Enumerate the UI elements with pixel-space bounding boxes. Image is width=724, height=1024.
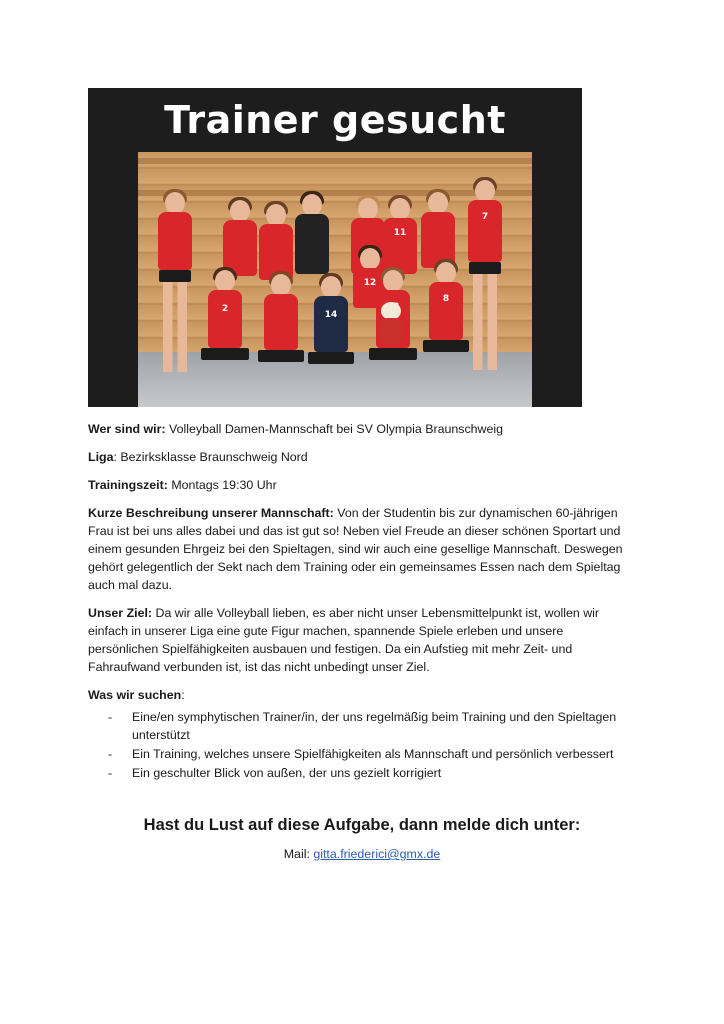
description-paragraph xyxy=(88,504,636,594)
description-text: Von der Studentin bis zur dynamischen 60-jährigen Frau ist bei uns alles dabei und das ist gut so! Neben viel Freude an dieser schönen Sportart und einem gesunden Ehrgeiz bei den Spieltagen, sind wir auch eine gesellige Mannschaft. Deswegen gehört gelegentlich der Sekt nach dem Training oder ein gemeinsames Essen nach dem Spieltag auch mal dazu. xyxy=(88,506,623,592)
mascot-plush xyxy=(376,302,406,346)
mail-label: Mail: xyxy=(283,847,314,861)
search-suffix: : xyxy=(181,688,185,702)
who-paragraph xyxy=(88,420,636,438)
cta-headline: Hast du Lust auf diese Aufgabe, dann melde dich unter: xyxy=(143,816,581,834)
banner xyxy=(88,88,582,407)
player: 14 xyxy=(306,276,356,396)
who-text: Volleyball Damen-Mannschaft bei SV Olympia Braunschweig xyxy=(165,422,504,436)
league-label: Liga xyxy=(88,450,114,464)
goal-paragraph xyxy=(88,604,636,676)
training-label: Trainingszeit: xyxy=(88,478,168,492)
league-paragraph xyxy=(88,448,636,466)
team-photo xyxy=(138,152,532,407)
player: 7 xyxy=(460,180,510,380)
mail-link[interactable]: gitta.friederici@gmx.de xyxy=(313,847,441,861)
search-label: Was wir suchen xyxy=(88,688,182,702)
list-item: - Ein Training, welches unsere Spielfähigkeiten als Mannschaft und persönlich verbessert xyxy=(88,745,636,763)
training-text: Montags 19:30 Uhr xyxy=(167,478,277,492)
mail-line xyxy=(88,847,636,861)
list-item: - Ein geschulter Blick von außen, der uns gezielt korrigiert xyxy=(88,764,636,782)
league-text: : Bezirksklasse Braunschweig Nord xyxy=(113,450,308,464)
description-label: Kurze Beschreibung unserer Mannschaft: xyxy=(88,506,334,520)
wall-stripe xyxy=(138,158,532,164)
goal-text: Da wir alle Volleyball lieben, es aber nicht unser Lebensmittelpunkt ist, wollen wir einfach in unserer Liga eine gute Figur machen, spannende Spiele erleben und unsere persönlichen Spielfähigkeiten ausbauen und festigen. Da ein Aufstieg mit mehr Zeit- und Fahraufwand verbunden ist, ist das nicht unbedingt unser Ziel. xyxy=(88,606,600,674)
player: 8 xyxy=(420,262,472,386)
player xyxy=(150,192,200,382)
list-item: - Eine/en symphytischen Trainer/in, der uns regelmäßig beim Training und den Spieltagen unterstützt xyxy=(88,708,636,744)
search-paragraph xyxy=(88,686,636,704)
player: 11 xyxy=(378,198,422,348)
who-label: Wer sind wir: xyxy=(88,422,166,436)
flyer-content xyxy=(88,420,636,783)
player: 2 xyxy=(198,270,252,390)
training-paragraph xyxy=(88,476,636,494)
player xyxy=(256,274,306,394)
goal-label: Unser Ziel: xyxy=(88,606,153,620)
banner-title: Trainer gesucht xyxy=(164,98,506,142)
player: 12 xyxy=(348,248,392,328)
search-list xyxy=(88,708,636,782)
